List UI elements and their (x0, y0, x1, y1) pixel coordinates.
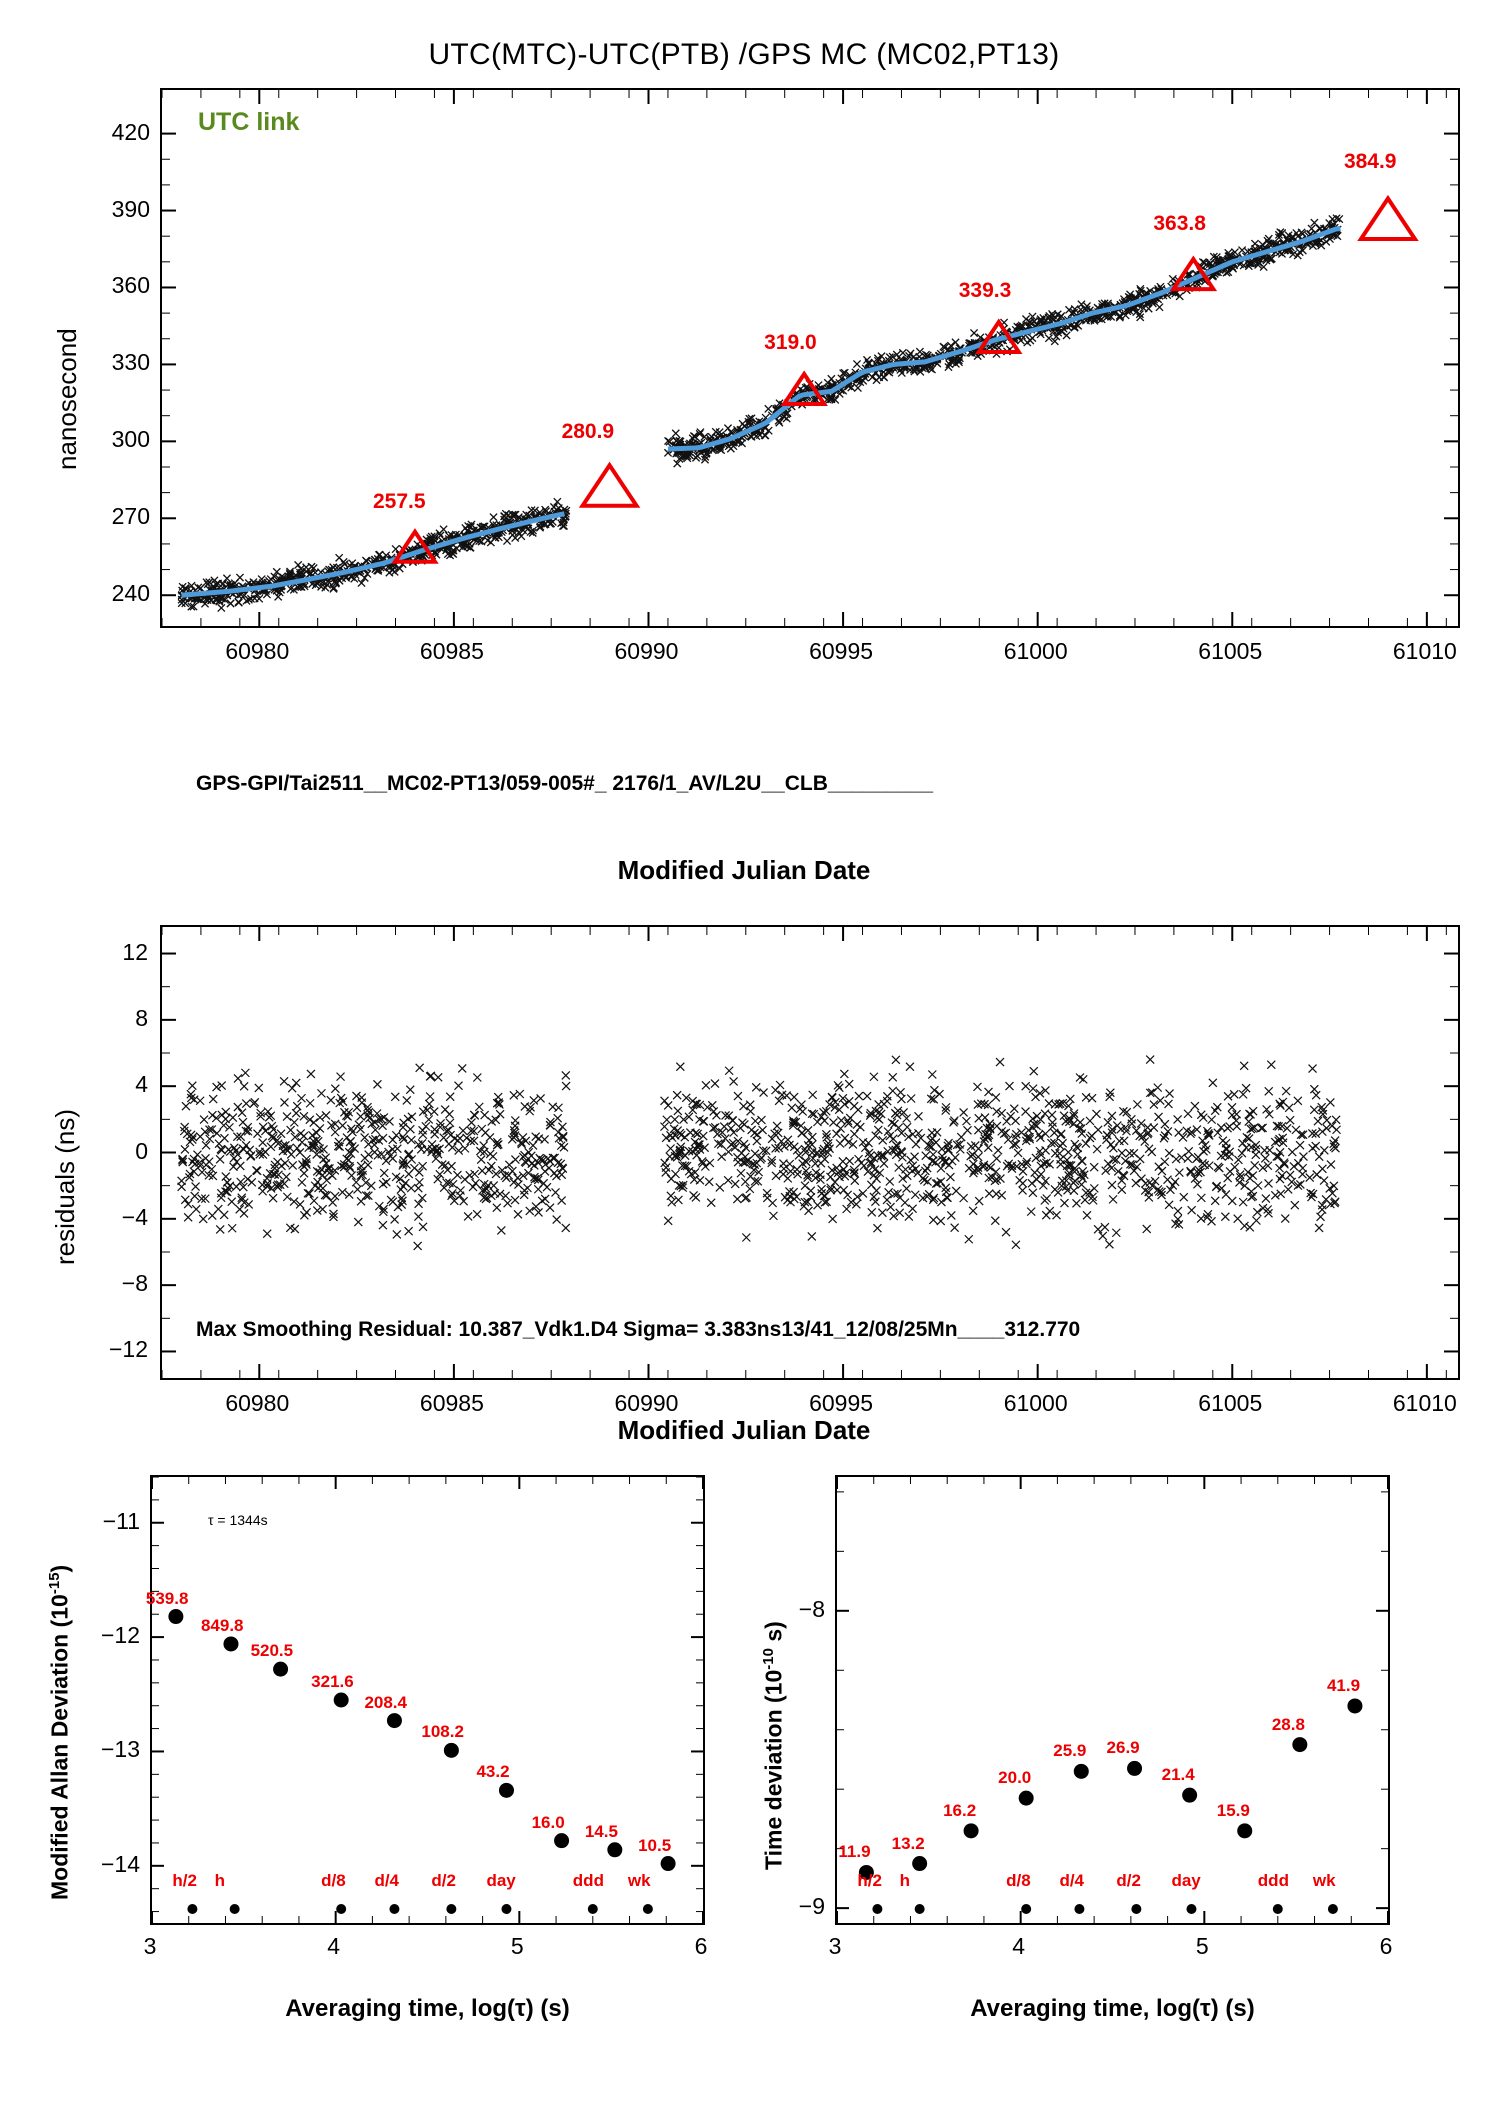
panel1-xtick-label: 61005 (1198, 638, 1263, 664)
panel4-xtick-label: 6 (1379, 1933, 1393, 1959)
panel1-marker-label: 339.3 (958, 278, 1012, 302)
panel3-xtick-label: 6 (694, 1933, 708, 1959)
panel3-tick-name: d/4 (374, 1871, 399, 1890)
panel4-point-label: 15.9 (1216, 1800, 1250, 1820)
panel1-ytick-label: 420 (111, 118, 150, 145)
panel1-xtick-label: 60985 (419, 638, 484, 664)
panel1-marker-label: 257.5 (372, 490, 426, 514)
panel2-xtick-label: 60995 (809, 1390, 874, 1416)
panel4-point-label: 28.8 (1271, 1714, 1305, 1734)
panel1-marker-label: 384.9 (1343, 149, 1397, 173)
panel4-point-label: 20.0 (998, 1768, 1032, 1788)
panel4-x-axis-label: Averaging time, log(τ) (s) (970, 1995, 1255, 2022)
panel1-marker-label: 280.9 (561, 420, 615, 444)
panel4-point-label: 41.9 (1326, 1675, 1361, 1695)
panel2-ytick-label: −4 (121, 1203, 148, 1230)
utc-link-annotation: UTC link (198, 108, 300, 136)
panel2-x-axis-label: Modified Julian Date (617, 1415, 871, 1445)
panel1-ytick-label: 390 (111, 195, 150, 222)
panel1-xtick-label: 60995 (809, 638, 874, 664)
panel2-footer-text: Max Smoothing Residual: 10.387_Vdk1.D4 Sigma= 3.383ns13/41_12/08/25Mn____312.770 (196, 1318, 1081, 1341)
panel3-ytick-label: −13 (100, 1736, 140, 1763)
panel3-tau-note: τ = 1344s (208, 1512, 268, 1528)
panel2-canvas (162, 927, 1458, 1378)
panel3-ytick-label: −11 (102, 1507, 140, 1534)
panel4-xtick-label: 4 (1012, 1933, 1026, 1959)
panel3-tick-name: ddd (572, 1871, 604, 1890)
panel4-tick-name: d/8 (1006, 1871, 1031, 1890)
panel-modified-allan-deviation (150, 1475, 705, 1925)
panel1-marker-label: 363.8 (1153, 211, 1206, 235)
panel4-tick-name: h (899, 1871, 911, 1890)
panel1-ytick-label: 330 (111, 349, 150, 376)
panel1-y-axis-label: nanosecond (52, 328, 82, 470)
panel1-canvas (162, 90, 1458, 626)
panel1-xtick-label: 61000 (1003, 638, 1068, 664)
panel4-ytick-label: −9 (798, 1893, 825, 1920)
panel4-y-axis-label: Time deviation ($10^{-10}$ s) (760, 1621, 787, 1870)
panel2-ytick-label: −8 (121, 1270, 148, 1297)
panel3-tick-name: d/2 (431, 1871, 456, 1890)
panel1-xtick-label: 61010 (1392, 638, 1457, 664)
panel3-point-label: 520.5 (250, 1641, 294, 1661)
panel3-x-axis-label: Averaging time, log(τ) (s) (285, 1995, 570, 2022)
panel3-y-axis-label: Modified Allan Deviation $(10^{-15})$ (46, 1564, 73, 1900)
panel2-xtick-label: 60980 (225, 1390, 290, 1416)
panel4-tick-name: h/2 (857, 1871, 882, 1890)
panel3-tick-name: wk (627, 1871, 651, 1890)
panel2-y-axis-label: residuals (ns) (50, 1108, 80, 1265)
panel1-ytick-label: 240 (111, 580, 150, 607)
panel2-ytick-label: −12 (108, 1336, 148, 1363)
panel2-xtick-label: 60990 (614, 1390, 679, 1416)
panel4-tick-name: wk (1312, 1871, 1336, 1890)
panel3-canvas (152, 1477, 703, 1923)
panel1-ytick-label: 270 (111, 503, 150, 530)
panel1-ytick-label: 360 (111, 272, 150, 299)
panel4-canvas (837, 1477, 1388, 1923)
panel3-ytick-label: −14 (100, 1850, 140, 1877)
panel4-point-label: 16.2 (943, 1800, 977, 1820)
panel4-tick-name: ddd (1257, 1871, 1289, 1890)
panel3-tick-name: d/8 (321, 1871, 346, 1890)
panel3-point-label: 539.8 (145, 1588, 189, 1608)
panel4-xtick-label: 5 (1195, 1933, 1209, 1959)
panel4-xtick-label: 3 (828, 1933, 842, 1959)
panel2-ytick-label: 4 (135, 1071, 148, 1098)
panel2-xtick-label: 61000 (1003, 1390, 1068, 1416)
figure-title: UTC(MTC)-UTC(PTB) /GPS MC (MC02,PT13) (428, 38, 1060, 71)
panel4-tick-name: day (1171, 1871, 1201, 1890)
panel1-marker-label: 319.0 (764, 330, 817, 354)
panel4-tick-name: d/4 (1059, 1871, 1084, 1890)
panel4-point-label: 26.9 (1106, 1738, 1140, 1758)
panel3-tick-name: day (486, 1871, 516, 1890)
panel3-point-label: 16.0 (531, 1812, 565, 1832)
panel4-point-label: 11.9 (838, 1842, 871, 1862)
panel2-xtick-label: 61005 (1198, 1390, 1263, 1416)
panel1-x-axis-label: Modified Julian Date (617, 855, 871, 885)
panel4-tick-name: d/2 (1116, 1871, 1141, 1890)
panel4-point-label: 21.4 (1161, 1765, 1195, 1785)
panel1-xtick-label: 60990 (614, 638, 679, 664)
panel3-point-label: 849.8 (200, 1615, 244, 1635)
panel2-ytick-label: 0 (135, 1137, 148, 1164)
panel3-point-label: 43.2 (476, 1762, 510, 1782)
panel4-point-label: 13.2 (891, 1833, 925, 1853)
panel3-xtick-label: 5 (510, 1933, 524, 1959)
panel2-ytick-label: 8 (135, 1004, 148, 1031)
panel3-ytick-label: −12 (100, 1622, 140, 1649)
panel3-point-label: 321.6 (311, 1672, 354, 1691)
panel1-ytick-label: 300 (111, 426, 150, 453)
panel-time-deviation (835, 1475, 1390, 1925)
panel3-xtick-label: 4 (327, 1933, 341, 1959)
panel2-ytick-label: 12 (122, 938, 148, 965)
panel-utc-link-plot (160, 88, 1460, 628)
panel3-point-label: 14.5 (584, 1821, 618, 1841)
panel2-xtick-label: 61010 (1392, 1390, 1457, 1416)
panel1-footer-text: GPS-GPI/Tai2511__MC02-PT13/059-005#_ 2176/1_AV/L2U__CLB_________ (196, 772, 934, 795)
panel3-tick-name: h/2 (172, 1871, 197, 1890)
panel3-point-label: 108.2 (421, 1722, 464, 1742)
panel3-tick-name: h (214, 1871, 226, 1890)
panel-residuals-plot (160, 925, 1460, 1380)
panel4-ytick-label: −8 (798, 1595, 825, 1622)
panel2-xtick-label: 60985 (419, 1390, 484, 1416)
panel1-xtick-label: 60980 (225, 638, 290, 664)
panel3-point-label: 10.5 (638, 1835, 672, 1855)
panel3-xtick-label: 3 (143, 1933, 157, 1959)
panel3-point-label: 208.4 (364, 1692, 407, 1712)
panel4-point-label: 25.9 (1053, 1741, 1087, 1761)
